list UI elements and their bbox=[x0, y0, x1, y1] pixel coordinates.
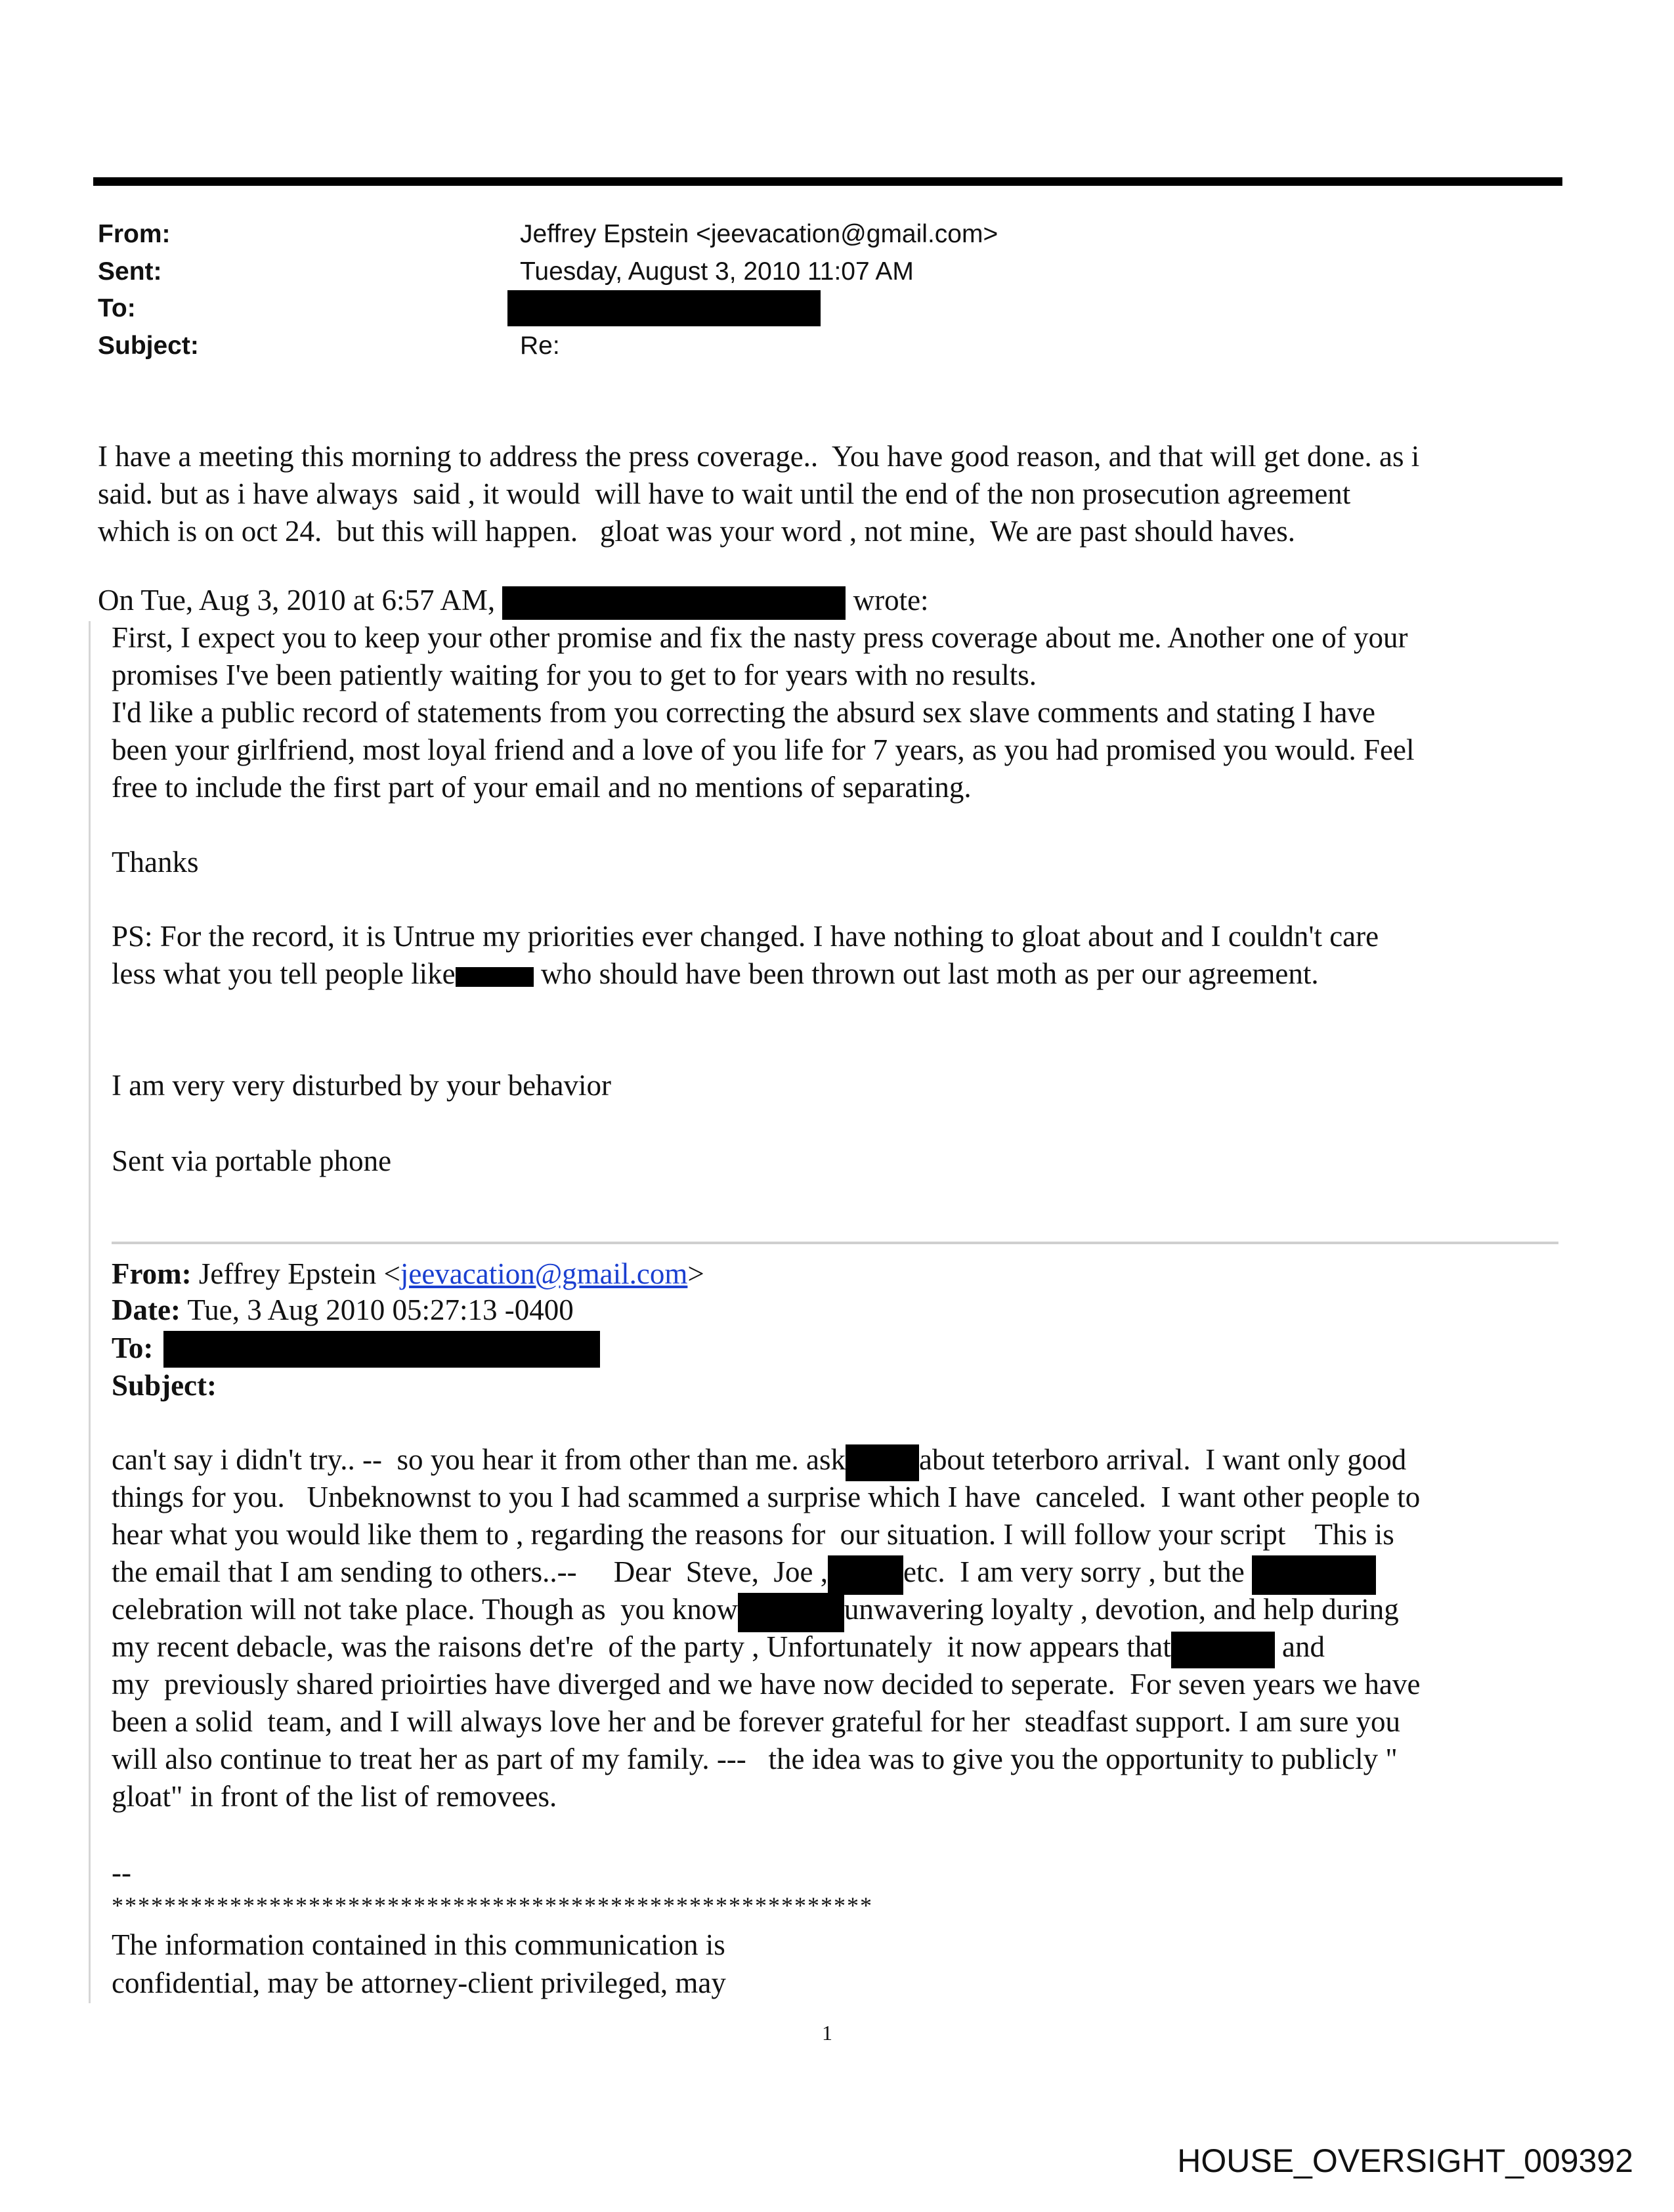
text-segment: who should have been thrown out last moth as per our agreement. bbox=[533, 957, 1319, 990]
text-line bbox=[98, 475, 1350, 512]
text-segment: less what you tell people like bbox=[112, 957, 456, 990]
page-number: 1 bbox=[822, 2021, 832, 2045]
text-segment: gloat" in front of the list of removees. bbox=[112, 1780, 557, 1813]
signature-text: Sent via portable phone bbox=[112, 1144, 392, 1177]
original-from-label: From: bbox=[112, 1257, 192, 1290]
bates-number: HOUSE_OVERSIGHT_009392 bbox=[1177, 2142, 1633, 2179]
original-to bbox=[112, 1330, 153, 1366]
text-segment: been your girlfriend, most loyal friend and a love of you life for 7 years, as you had promised you would. Feel bbox=[112, 733, 1415, 766]
text-line bbox=[112, 1553, 1376, 1595]
redaction-box bbox=[456, 967, 534, 987]
header-rule bbox=[93, 177, 1562, 186]
message-separator bbox=[112, 1242, 1558, 1244]
text-segment: hear what you would like them to , regarding the reasons for our situation. I will follow your script This is bbox=[112, 1518, 1394, 1551]
redaction-box bbox=[738, 1593, 844, 1632]
text-line bbox=[112, 1591, 1399, 1632]
text-line bbox=[112, 1479, 1420, 1515]
text-line bbox=[112, 619, 1407, 656]
original-from-name: Jeffrey Epstein < bbox=[191, 1257, 400, 1290]
text-line bbox=[112, 1516, 1394, 1553]
redaction-box bbox=[1252, 1555, 1376, 1595]
original-from-close: > bbox=[687, 1257, 704, 1290]
text-line bbox=[112, 1441, 1406, 1481]
text-segment: which is on oct 24. but this will happen. gloat was your word , not mine, We are past should haves. bbox=[98, 515, 1296, 548]
text-line bbox=[98, 513, 1295, 550]
text-line bbox=[112, 731, 1415, 768]
text-segment: the email that I am sending to others..-- Dear Steve, Joe , bbox=[112, 1555, 828, 1588]
original-to-label: To: bbox=[112, 1332, 154, 1364]
original-subject-label: Subject: bbox=[112, 1369, 217, 1402]
to-redaction bbox=[507, 290, 821, 326]
text-line bbox=[98, 438, 1419, 475]
original-to-redaction bbox=[163, 1331, 600, 1368]
original-date-value: Tue, 3 Aug 2010 05:27:13 -0400 bbox=[180, 1293, 574, 1326]
text-line bbox=[112, 657, 1037, 693]
text-segment: I have a meeting this morning to address the press coverage.. You have good reason, and that will get done. as i bbox=[98, 440, 1420, 473]
subject-label: Subject: bbox=[98, 332, 199, 360]
text-segment: I'd like a public record of statements from you correcting the absurd sex slave comments and stating I have bbox=[112, 696, 1376, 729]
text-segment: On Tue, Aug 3, 2010 at 6:57 AM, bbox=[98, 584, 503, 617]
text-segment: etc. I am very sorry , but the bbox=[903, 1555, 1253, 1588]
redaction-box bbox=[502, 586, 846, 620]
redaction-box bbox=[1171, 1632, 1275, 1668]
redaction-box bbox=[846, 1444, 919, 1481]
text-line bbox=[112, 1741, 1398, 1777]
text-line bbox=[112, 955, 1319, 992]
text-segment: PS: For the record, it is Untrue my priorities ever changed. I have nothing to gloat about and I couldn't care bbox=[112, 920, 1379, 953]
text-segment: my recent debacle, was the raisons det're of the party , Unfortunately it now appears that bbox=[112, 1630, 1171, 1663]
text-segment: wrote: bbox=[846, 584, 929, 617]
original-subject bbox=[112, 1367, 217, 1404]
text-segment: and bbox=[1274, 1630, 1325, 1663]
disturbed-text: I am very very disturbed by your behavior bbox=[112, 1069, 612, 1102]
from-label: From: bbox=[98, 220, 171, 248]
text-line bbox=[112, 1628, 1325, 1668]
text-segment: my previously shared prioirties have diverged and we have now decided to seperate. For seven years we have bbox=[112, 1668, 1421, 1701]
text-segment: things for you. Unbeknownst to you I had scammed a surprise which I have canceled. I want other people to bbox=[112, 1481, 1421, 1513]
text-segment: been a solid team, and I will always love her and be forever grateful for her steadfast support. I am sure you bbox=[112, 1705, 1401, 1738]
subject-value: Re: bbox=[520, 332, 560, 360]
text-line bbox=[112, 769, 972, 806]
from-value: Jeffrey Epstein <jeevacation@gmail.com> bbox=[520, 220, 998, 248]
sent-label: Sent: bbox=[98, 257, 162, 286]
disclaimer-line-1: The information contained in this communication is bbox=[112, 1928, 725, 1961]
redaction-box bbox=[828, 1555, 903, 1595]
text-segment: said. but as i have always said , it would will have to wait until the end of the non prosecution agreement bbox=[98, 477, 1351, 510]
quote-intro bbox=[98, 582, 929, 620]
signature-dash: -- bbox=[112, 1856, 131, 1889]
quote-bar bbox=[89, 621, 91, 2003]
text-segment: can't say i didn't try.. -- so you hear it from other than me. ask bbox=[112, 1443, 846, 1476]
text-segment: will also continue to treat her as part of my family. --- the idea was to give you the opportunity to publicly " bbox=[112, 1743, 1398, 1775]
text-segment: promises I've been patiently waiting for you to get to for years with no results. bbox=[112, 659, 1037, 691]
text-line bbox=[112, 1778, 557, 1815]
text-line bbox=[112, 1666, 1421, 1702]
text-segment: about teterboro arrival. I want only good bbox=[919, 1443, 1407, 1476]
sent-value: Tuesday, August 3, 2010 11:07 AM bbox=[520, 257, 914, 286]
text-segment: First, I expect you to keep your other promise and fix the nasty press coverage about me. Another one of your bbox=[112, 621, 1408, 654]
original-date bbox=[112, 1291, 574, 1328]
text-line bbox=[112, 1703, 1400, 1740]
text-segment: unwavering loyalty , devotion, and help during bbox=[844, 1593, 1399, 1626]
asterisk-line: ********************************************************** bbox=[112, 1892, 873, 1919]
original-from-email-link[interactable]: jeevacation@gmail.com bbox=[400, 1257, 688, 1290]
disclaimer-line-2: confidential, may be attorney-client privileged, may bbox=[112, 1966, 726, 1999]
to-label: To: bbox=[98, 294, 136, 322]
text-line bbox=[112, 694, 1375, 731]
text-segment: free to include the first part of your email and no mentions of separating. bbox=[112, 771, 972, 804]
text-line bbox=[112, 918, 1379, 955]
text-segment: celebration will not take place. Though as you know bbox=[112, 1593, 738, 1626]
original-date-label: Date: bbox=[112, 1293, 181, 1326]
original-from bbox=[112, 1255, 704, 1292]
thanks-text: Thanks bbox=[112, 846, 199, 878]
